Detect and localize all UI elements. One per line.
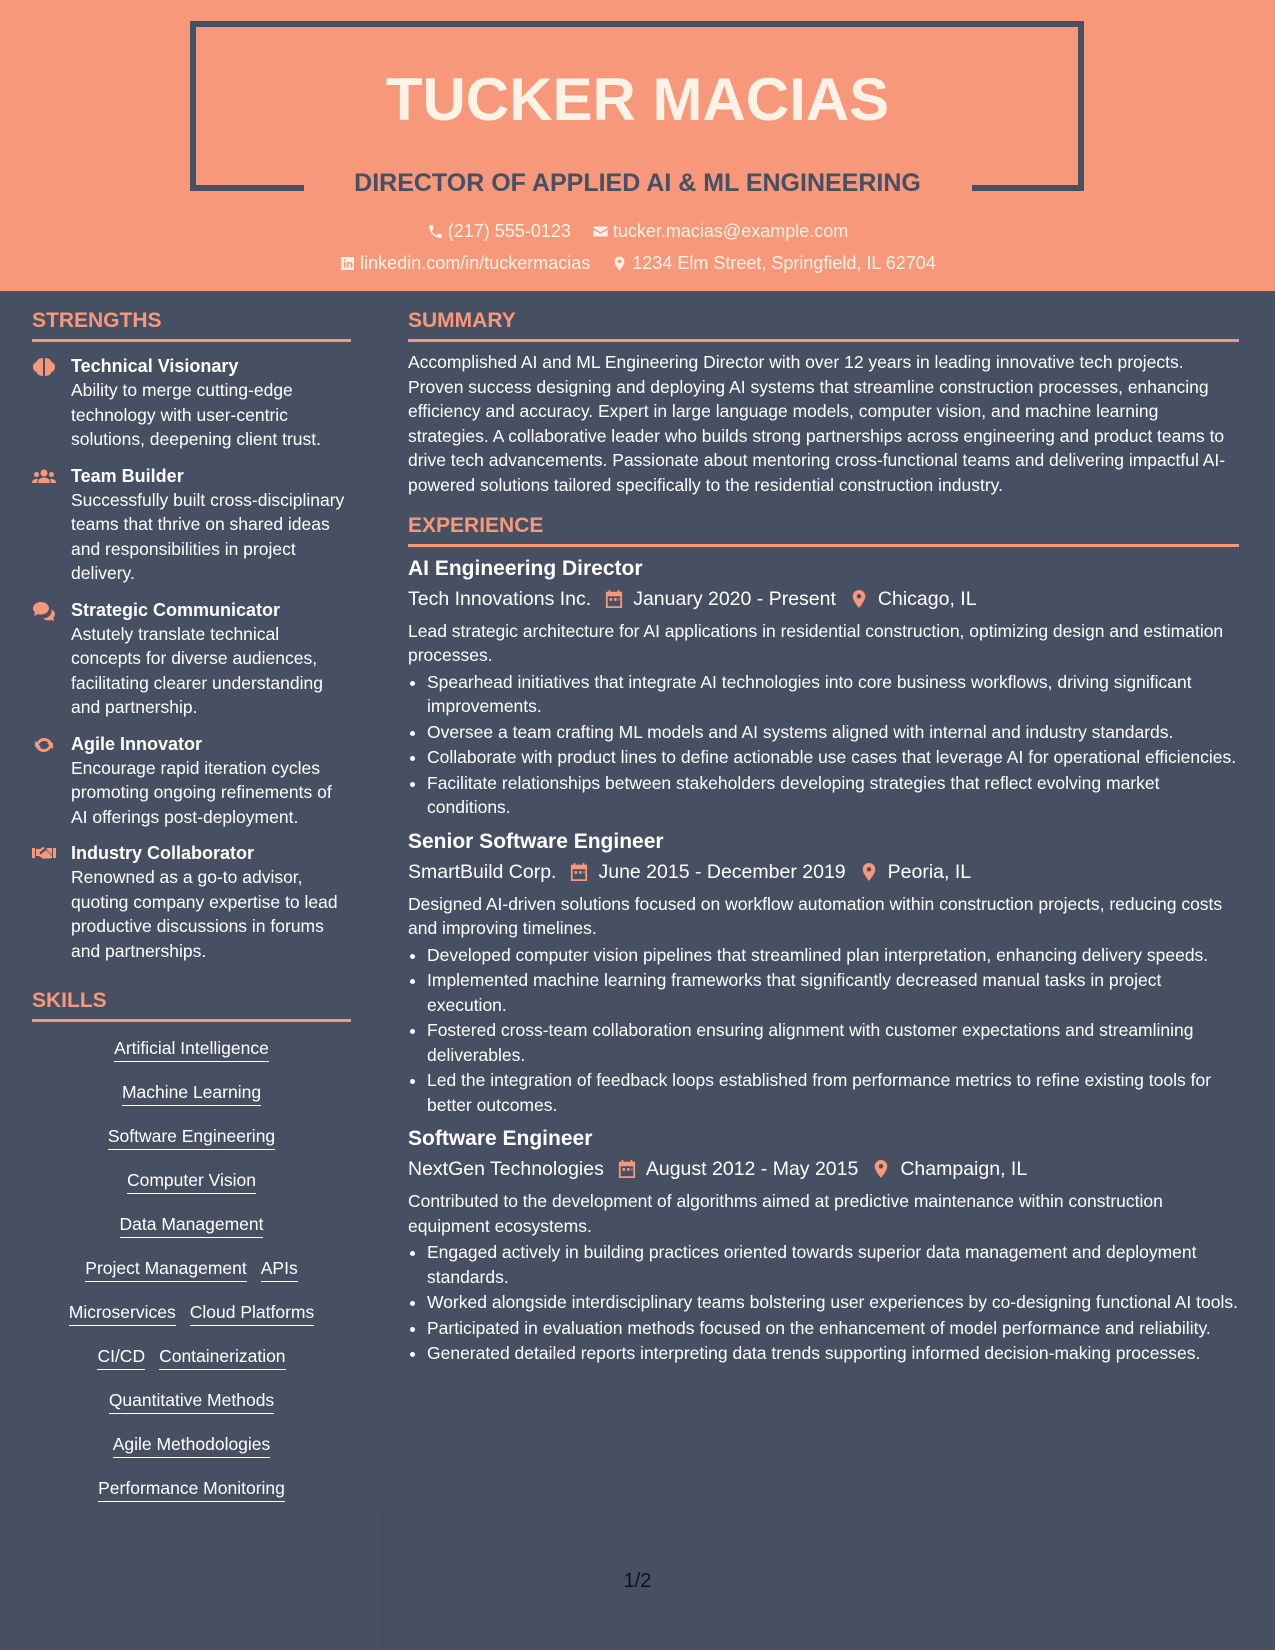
calendar-icon [605,589,623,609]
strength-item [32,732,351,830]
skill-tag: Cloud Platforms [190,1300,315,1326]
job-location: Champaign, IL [900,1158,1028,1181]
skill-tag: Computer Vision [127,1168,256,1194]
job-bullet: • Oversee a team crafting ML models and AI systems aligned with internal and industry standards. [427,720,1239,745]
skill-tag: Agile Methodologies [113,1432,271,1458]
strength-item [32,464,351,586]
strength-desc: Ability to merge cutting-edge technology with user-centric solutions, deepening client trust. [71,380,322,449]
job-bullet: • Worked alongside interdisciplinary teams bolstering user experiences by co-designing functional AI tools. [427,1290,1239,1315]
job-description: Designed AI-driven solutions focused on workflow automation within construction projects, reducing costs and improving timelines. [408,893,1223,939]
phone-icon [427,223,444,240]
calendar-icon [570,862,588,882]
experience-heading: EXPERIENCE [408,512,1239,547]
job-description: Contributed to the development of algorithms aimed at predictive maintenance within construction equipment ecosystems. [408,1191,1163,1236]
job-company: Tech Innovations Inc. [408,587,592,610]
skill-tag: Data Management [120,1212,264,1238]
strength-desc: Astutely translate technical concepts for diverse audiences, facilitating clearer understanding and partnership. [71,623,323,717]
job-entry [408,555,1239,820]
skill-tag: APIs [261,1256,298,1282]
summary-text: Accomplished AI and ML Engineering Director with over 12 years in leading innovative tech projects. Proven success designing and deploying AI systems that streamline construction processes, enhancing efficiency and accuracy. Expert in large language models, computer vision, and machine learning strategies. A collaborative leader who builds strong partnerships across engineering and product teams to drive tech advancements. Passionate about mentoring cross-functional teams and delivering impactful AI-powered solutions tailored specifically to the residential construction industry. [408,352,1226,495]
contact-email[interactable] [592,218,848,244]
job-bullet: • Led the integration of feedback loops established from performance metrics to refine existing tools for better outcomes. [427,1068,1239,1117]
skill-tag: Microservices [69,1300,176,1326]
job-company: NextGen Technologies [408,1158,604,1181]
brain-icon [32,357,56,377]
comments-icon [32,601,56,621]
skill-tag: Performance Monitoring [98,1476,285,1502]
skill-row [32,1080,351,1106]
strength-title: Team Builder [71,465,184,486]
strength-desc: Renowned as a go-to advisor, quoting company expertise to lead productive discussions in forums and partnerships. [71,867,338,961]
job-description: Lead strategic architecture for AI applications in residential construction, optimizing design and estimation processes. [408,620,1224,666]
skill-row [32,1344,351,1370]
job-dates: January 2020 - Present [633,587,836,610]
page-number: 1/2 [623,1570,652,1592]
contact-phone[interactable] [427,218,571,244]
map-marker-icon [860,862,878,882]
skills-heading: SKILLS [32,987,351,1022]
strength-desc: Successfully built cross-disciplinary teams that thrive on shared ideas and responsibilities in project delivery. [71,489,345,583]
job-bullet: • Participated in evaluation methods focused on the enhancement of model performance and reliability. [427,1316,1239,1341]
skill-row [32,1256,351,1282]
address-text: 1234 Elm Street, Springfield, IL 62704 [632,253,936,273]
skill-row [32,1476,351,1502]
contact-line-2 [0,250,1275,279]
left-column [32,291,351,1520]
summary-heading: SUMMARY [408,307,1239,342]
sync-icon [32,735,56,755]
job-bullet: • Implemented machine learning frameworks that significantly decreased manual tasks in project execution. [427,968,1239,1017]
right-column [408,291,1239,1367]
skill-tag: Containerization [159,1344,285,1370]
skill-tag: Software Engineering [108,1124,275,1150]
skill-tag: Quantitative Methods [109,1388,274,1414]
job-bullet: • Spearhead initiatives that integrate AI technologies into core business workflows, driving significant improvements. [427,670,1239,719]
job-bullet: • Engaged actively in building practices oriented towards superior data management and deployment standards. [427,1240,1239,1289]
contact-linkedin[interactable] [339,250,590,276]
skill-row [32,1036,351,1062]
contact-line-1 [0,218,1275,247]
linkedin-icon [339,255,356,272]
strength-title: Technical Visionary [71,356,239,376]
job-bullet: • Facilitate relationships between stakeholders developing strategies that reflect evolving market conditions. [427,771,1239,820]
job-bullets [408,943,1239,1118]
strength-item [32,354,351,452]
map-marker-icon [872,1159,890,1179]
skill-row [32,1388,351,1414]
job-bullets [408,1240,1239,1366]
skill-row [32,1212,351,1238]
skill-row [32,1432,351,1458]
users-icon [32,467,56,487]
skill-tag: Project Management [85,1256,246,1282]
job-bullets [408,670,1239,820]
phone-text: (217) 555-0123 [447,221,571,241]
skill-tag: Artificial Intelligence [114,1036,269,1062]
map-marker-icon [611,255,628,272]
job-entry [408,828,1239,1118]
strength-title: Strategic Communicator [71,599,281,620]
candidate-name: TUCKER MACIAS [385,66,890,133]
contact-address [611,250,936,276]
email-text: tucker.macias@example.com [612,221,849,241]
handshake-icon [32,844,56,864]
job-dates: June 2015 - December 2019 [598,860,846,883]
job-dates: August 2012 - May 2015 [645,1158,859,1181]
strength-item [32,598,351,720]
linkedin-text: linkedin.com/in/tuckermacias [360,253,591,273]
job-position: AI Engineering Director [408,556,643,580]
job-meta [408,585,1239,613]
job-bullet: • Collaborate with product lines to define actionable use cases that leverage AI for operational efficiencies. [427,745,1239,770]
skill-row [32,1168,351,1194]
strength-title: Industry Collaborator [71,843,255,863]
job-position: Software Engineer [408,1127,593,1151]
strength-item [32,841,351,963]
strength-desc: Encourage rapid iteration cycles promoting ongoing refinements of AI offerings post-deployment. [71,757,332,827]
skill-tag: CI/CD [97,1344,145,1370]
strengths-heading: STRENGTHS [32,307,351,342]
job-bullet: • Fostered cross-team collaboration ensuring alignment with customer expectations and streamlining deliverables. [427,1018,1239,1067]
job-location: Peoria, IL [887,860,972,883]
job-company: SmartBuild Corp. [408,860,557,883]
envelope-icon [592,223,609,240]
skill-row [32,1124,351,1150]
job-title-heading: DIRECTOR OF APPLIED AI & ML ENGINEERING [354,169,921,197]
job-meta [408,858,1239,886]
strength-title: Agile Innovator [71,733,203,754]
map-marker-icon [850,589,868,609]
job-entry [408,1125,1239,1366]
job-bullet: • Generated detailed reports interpreting data trends supporting informed decision-making processes. [427,1341,1239,1366]
skills-list [32,1036,351,1502]
job-location: Chicago, IL [877,587,977,610]
skill-row [32,1300,351,1326]
skill-tag: Machine Learning [122,1080,261,1106]
job-position: Senior Software Engineer [408,829,664,853]
job-bullet: • Developed computer vision pipelines that streamlined plan interpretation, enhancing delivery speeds. [427,943,1239,968]
job-meta [408,1155,1239,1183]
calendar-icon [618,1159,636,1179]
